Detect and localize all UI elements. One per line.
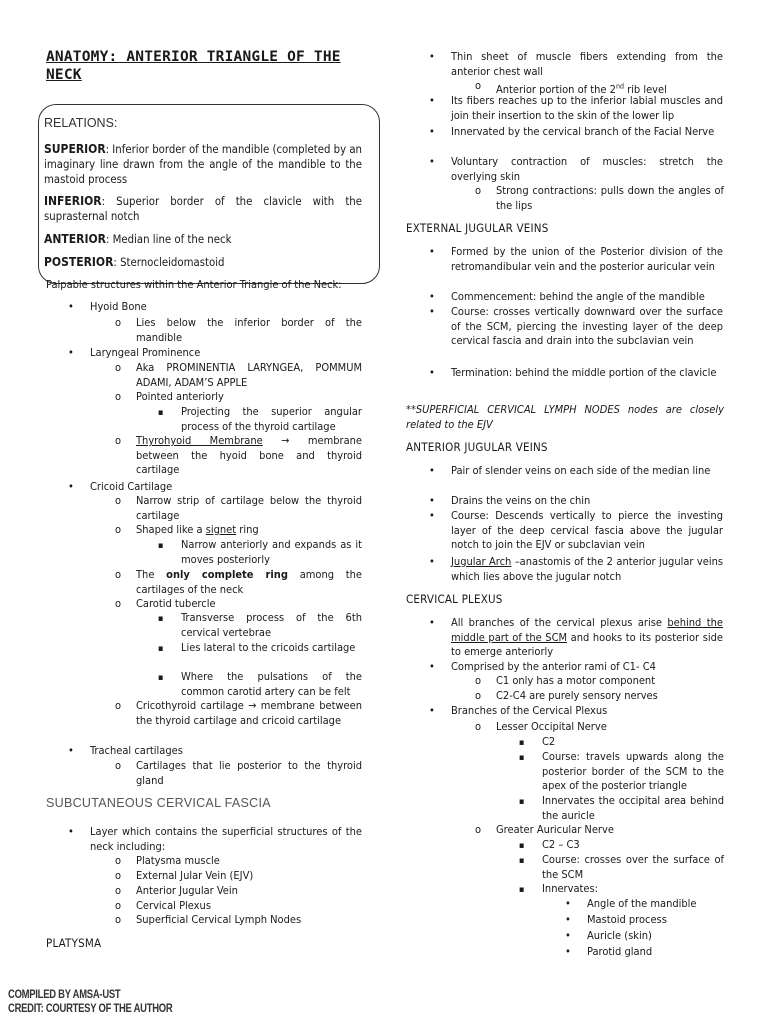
posterior-key: POSTERIOR — [44, 255, 114, 269]
list-item: o Carotid tubercle — [136, 597, 362, 612]
complete-ring-bold: only complete ring — [166, 568, 288, 581]
thyrohyoid-text: → membrane between the hyoid bone and thyroid cartilage — [136, 434, 362, 476]
footer-compiled: COMPILED BY AMSA-UST — [8, 989, 121, 1001]
lymph-note: **SUPERFICIAL CERVICAL LYMPH NODES nodes are closely related to the EJV — [406, 403, 724, 431]
second-rib-text: Anterior portion of the 2nd rib level — [496, 82, 667, 96]
plexus-heading: CERVICAL PLEXUS — [406, 592, 503, 606]
palpable-intro: Palpable structures within the Anterior Triangle of the Neck: — [46, 278, 342, 291]
footer-credit: CREDIT: COURTESY OF THE AUTHOR — [8, 1003, 173, 1015]
list-item: ▪ C2 — [542, 735, 724, 750]
fascia-heading: SUBCUTANEOUS CERVICAL FASCIA — [46, 796, 271, 810]
list-item — [136, 434, 362, 478]
list-item: • Mastoid process — [587, 913, 724, 928]
list-item — [136, 568, 362, 597]
list-item — [451, 616, 723, 660]
list-item — [136, 523, 362, 538]
list-item: ▪ C2 – C3 — [542, 838, 724, 853]
list-item: o Platysma muscle — [136, 854, 362, 869]
relation-posterior — [44, 255, 362, 270]
list-item: • Laryngeal Prominence — [90, 346, 362, 361]
plexus-b1-link: behind the middle part of the SCM — [451, 616, 723, 644]
list-item: o Cricothyroid cartilage → membrane between the thyroid cartilage and cricoid cartilage — [136, 699, 362, 728]
list-item: ▪ Innervates the occipital area behind the auricle — [542, 794, 724, 823]
list-item: • Auricle (skin) — [587, 929, 724, 944]
jugular-arch-text: –anastomis of the 2 anterior jugular veins which lies above the jugular notch — [451, 555, 723, 583]
list-item: o Aka PROMINENTIA LARYNGEA, POMMUM ADAMI, ADAM’S APPLE — [136, 361, 362, 390]
list-item: • Parotid gland — [587, 945, 724, 960]
list-item: o Strong contractions: pulls down the angles of the lips — [496, 184, 724, 213]
list-item: ▪ Course: crosses over the surface of the SCM — [542, 853, 724, 882]
complete-ring-post: among the cartilages of the neck — [136, 568, 362, 596]
list-item: • Pair of slender veins on each side of the median line — [451, 464, 723, 479]
list-item: o Cartilages that lie posterior to the thyroid gland — [136, 759, 362, 788]
list-item: o C2-C4 are purely sensory nerves — [496, 689, 724, 704]
list-item: • Comprised by the anterior rami of C1- C4 — [451, 660, 723, 675]
list-item: • Hyoid Bone — [90, 300, 362, 315]
plexus-b1-pre: All branches of the cervical plexus arise — [451, 616, 668, 629]
ajv-heading: ANTERIOR JUGULAR VEINS — [406, 440, 548, 454]
list-item: o Lies below the inferior border of the mandible — [136, 316, 362, 345]
relations-label: RELATIONS: — [44, 116, 118, 130]
relation-inferior — [44, 194, 362, 224]
list-item: o Superficial Cervical Lymph Nodes — [136, 913, 362, 928]
anterior-text: : Median line of the neck — [105, 233, 232, 246]
list-item: • Drains the veins on the chin — [451, 494, 723, 509]
list-item: • Termination: behind the middle portion of the clavicle — [451, 366, 723, 381]
list-item: o C1 only has a motor component — [496, 674, 724, 689]
list-item: • Formed by the union of the Posterior division of the retromandibular vein and the posterior auricular vein — [451, 245, 723, 274]
relation-anterior — [44, 232, 362, 247]
list-item: ▪ Narrow anteriorly and expands as it moves posteriorly — [181, 538, 362, 567]
inferior-key: INFERIOR — [44, 194, 102, 208]
list-item: ▪ Where the pulsations of the common carotid artery can be felt — [181, 670, 362, 699]
signet-post: ring — [236, 523, 259, 536]
list-item: • Cricoid Cartilage — [90, 480, 362, 495]
ejv-heading: EXTERNAL JUGULAR VEINS — [406, 221, 549, 235]
list-item: o Narrow strip of cartilage below the thyroid cartilage — [136, 494, 362, 523]
list-item: • Innervated by the cervical branch of the Facial Nerve — [451, 125, 723, 140]
list-item: ▪ Lies lateral to the cricoids cartilage — [181, 641, 362, 656]
list-item: ▪ Course: travels upwards along the posterior border of the SCM to the apex of the posterior triangle — [542, 750, 724, 794]
list-item: • Its fibers reaches up to the inferior labial muscles and join their insertion to the skin of the lower lip — [451, 94, 723, 123]
page-title: ANATOMY: ANTERIOR TRIANGLE OF THE NECK — [46, 49, 341, 83]
thyrohyoid-membrane-link: Thyrohyoid Membrane — [136, 434, 263, 447]
superior-text: : Inferior border of the mandible (completed by an imaginary line drawn from the angle of the mandible to the mastoid process — [44, 143, 362, 186]
list-item: • Thin sheet of muscle fibers extending from the anterior chest wall — [451, 50, 723, 79]
list-item: • Voluntary contraction of muscles: stretch the overlying skin — [451, 155, 723, 184]
list-item: o External Jular Vein (EJV) — [136, 869, 362, 884]
complete-ring-pre: The — [136, 568, 167, 581]
list-item: o Greater Auricular Nerve — [496, 823, 724, 838]
list-item: o Lesser Occipital Nerve — [496, 720, 724, 735]
list-item: o Anterior Jugular Vein — [136, 884, 362, 899]
list-item: o Pointed anteriorly — [136, 390, 362, 405]
list-item: • Course: Descends vertically to pierce the investing layer of the deep cervical fascia above the jugular notch to join the EJV or subclavian vein — [451, 509, 723, 553]
jugular-arch-link: Jugular Arch — [451, 555, 512, 568]
list-item: ▪ Transverse process of the 6th cervical vertebrae — [181, 611, 362, 640]
list-item: o Cervical Plexus — [136, 899, 362, 914]
list-item: ▪ Innervates: — [542, 882, 724, 897]
plexus-b1-post: and hooks to its posterior side to emerge anteriorly — [451, 630, 723, 658]
platysma-heading: PLATYSMA — [46, 936, 102, 950]
anterior-key: ANTERIOR — [44, 232, 106, 246]
list-item: • Layer which contains the superficial structures of the neck including: — [90, 825, 362, 854]
signet-link: signet — [205, 523, 237, 536]
list-item: • Angle of the mandible — [587, 897, 724, 912]
list-item: • Course: crosses vertically downward over the surface of the SCM, piercing the investing layer of the deep cervical fascia and drain into the subclavian vein — [451, 305, 723, 349]
posterior-text: : Sternocleidomastoid — [113, 256, 225, 269]
list-item: ▪ Projecting the superior angular process of the thyroid cartilage — [181, 405, 362, 434]
superior-key: SUPERIOR — [44, 142, 106, 156]
signet-pre: Shaped like a — [136, 523, 206, 536]
inferior-text: : Superior border of the clavicle with the suprasternal notch — [44, 195, 362, 223]
list-item — [451, 555, 723, 584]
list-item: • Commencement: behind the angle of the mandible — [451, 290, 723, 305]
list-item: • Branches of the Cervical Plexus — [451, 704, 723, 719]
relation-superior — [44, 142, 362, 187]
list-item: • Tracheal cartilages — [90, 744, 362, 759]
